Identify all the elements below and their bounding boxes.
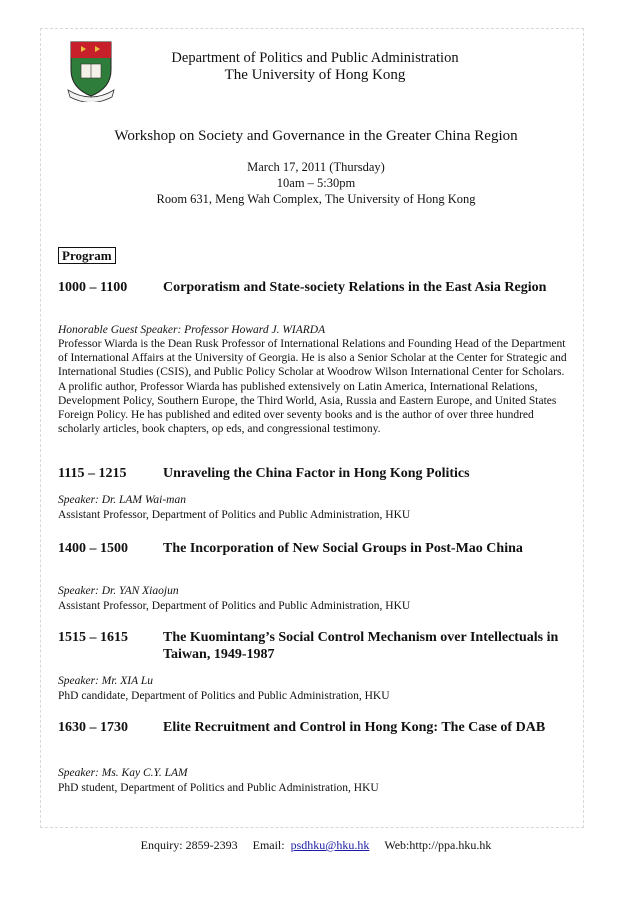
- session-description: Professor Wiarda is the Dean Rusk Professor of International Relations and Founding Head of the Department of International Affairs at the University of Georgia. He is also a Senior Scholar at the Center for Strategic and International Studies (CSIS), and Public Policy Scholar at Woodrow Wilson International Center for Scholars. A prolific author, Professor Wiarda has published extensively on Latin America, International Relations, Development Policy, Southern Europe, the Third World, Asia, Russia and Eastern Europe, and United States Foreign Policy. He has published and edited over seventy books and is the author of over three hundred scholarly articles, book chapters, op eds, and congressional testimony.: [58, 338, 567, 436]
- workshop-venue: Room 631, Meng Wah Complex, The University of Hong Kong: [156, 192, 476, 206]
- session-title: Unraveling the China Factor in Hong Kong Politics: [163, 466, 470, 481]
- session-title: The Incorporation of New Social Groups in Post-Mao China: [163, 541, 523, 556]
- session-title: Corporatism and State-society Relations in the East Asia Region: [163, 280, 547, 295]
- footer-contact: [0, 838, 632, 852]
- session-description: Assistant Professor, Department of Politics and Public Administration, HKU: [58, 600, 411, 612]
- session-speaker: Honorable Guest Speaker: Professor Howard J. WIARDA: [58, 324, 326, 336]
- session-speaker: Speaker: Dr. LAM Wai-man: [58, 494, 186, 506]
- session-time: 1400 – 1500: [58, 541, 128, 556]
- session-time: 1515 – 1615: [58, 630, 128, 645]
- session-speaker: Speaker: Mr. XIA Lu: [58, 675, 153, 687]
- program-heading: Program: [58, 247, 116, 264]
- department-name: Department of Politics and Public Administration: [171, 50, 459, 66]
- session-time: 1000 – 1100: [58, 280, 128, 295]
- university-name: The University of Hong Kong: [224, 67, 406, 83]
- email-link[interactable]: psdhku@hku.hk: [290, 838, 370, 852]
- workshop-title: Workshop on Society and Governance in the Greater China Region: [114, 128, 518, 144]
- session-time: 1630 – 1730: [58, 720, 128, 735]
- university-crest-logo: [65, 40, 117, 102]
- session-title: The Kuomintang’s Social Control Mechanism over Intellectuals in Taiwan, 1949-1987: [163, 630, 559, 662]
- session-description: Assistant Professor, Department of Politics and Public Administration, HKU: [58, 509, 411, 521]
- session-description: PhD student, Department of Politics and Public Administration, HKU: [58, 782, 379, 794]
- workshop-time: 10am – 5:30pm: [276, 176, 356, 190]
- session-speaker: Speaker: Ms. Kay C.Y. LAM: [58, 767, 188, 779]
- session-title: Elite Recruitment and Control in Hong Kong: The Case of DAB: [163, 720, 546, 735]
- website-link[interactable]: Web:http://ppa.hku.hk: [384, 838, 492, 852]
- session-description: PhD candidate, Department of Politics and Public Administration, HKU: [58, 690, 390, 702]
- session-time: 1115 – 1215: [58, 466, 127, 481]
- session-speaker: Speaker: Dr. YAN Xiaojun: [58, 585, 179, 597]
- workshop-date: March 17, 2011 (Thursday): [247, 160, 385, 174]
- email-label: Email:: [252, 838, 285, 852]
- enquiry-phone: Enquiry: 2859-2393: [140, 838, 238, 852]
